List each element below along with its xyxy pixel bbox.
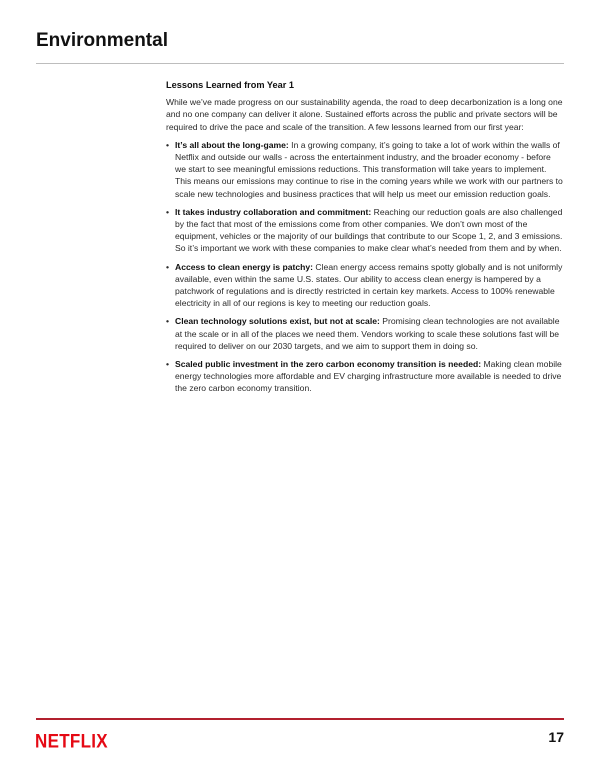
item-lead: Access to clean energy is patchy: (175, 261, 314, 272)
list-item (166, 358, 564, 395)
section-intro: While we’ve made progress on our sustainability agenda, the road to deep decarbonization is a long one and no one company can deliver it alone. Sustained efforts across the public and private sectors will be required to drive the pace and scale of the transition. A few lessons learned from our first year: (166, 97, 563, 132)
bullet-icon: • (166, 139, 170, 150)
list-item (166, 139, 564, 200)
page-number: 17 (548, 729, 564, 745)
lessons-section (166, 79, 564, 401)
netflix-logo: NETFLIX (35, 730, 108, 752)
list-item (166, 315, 564, 352)
page-title: Environmental (36, 30, 168, 51)
item-text: In a growing company, it’s going to take a lot of work within the walls of Netflix and outside our walls - across the entertainment industry, and the broader economy - before we start to see meaningful emissions reductions. This transformation will take years to implement. This means our emissions may continue to rise in the coming years while we work with our partners to scale new technologies and business practices that will help us meet our emission reduction goals. (175, 139, 563, 199)
bullet-icon: • (166, 316, 170, 327)
bullet-icon: • (166, 261, 170, 272)
header-divider (36, 63, 564, 64)
item-text: Making clean mobile energy technologies more affordable and EV charging infrastructure more available is needed to drive the zero carbon economy transition. (175, 359, 562, 394)
bullet-icon: • (166, 206, 170, 217)
item-lead: Scaled public investment in the zero carbon economy transition is needed: (175, 359, 482, 370)
footer-divider (36, 718, 564, 720)
lessons-list (166, 139, 564, 395)
item-lead: It’s all about the long-game: (175, 139, 289, 150)
section-heading: Lessons Learned from Year 1 (166, 80, 295, 90)
item-text: Promising clean technologies are not available at the scale or in all of the places we need them. Vendors working to scale these solutions fast will be required to deliver on our 2030 targets, and we aim to support them in doing so. (175, 316, 560, 351)
item-lead: It takes industry collaboration and commitment: (175, 206, 372, 217)
list-item (166, 261, 564, 310)
item-text: Clean energy access remains spotty globally and is not uniformly available, even within the same U.S. states. Our ability to access clean energy is hampered by a patchwork of regulations and is directly restricted in certain key markets. Access to 100% renewable electricity in all of our regions is key to meeting our reduction goals. (175, 261, 563, 309)
bullet-icon: • (166, 359, 170, 370)
list-item (166, 206, 564, 255)
item-text: Reaching our reduction goals are also challenged by the fact that most of the emissions come from other companies. We don’t own most of the equipment, vehicles or the majority of our buildings that contribute to our Scope 1, 2, and 3 emissions. So it’s important we work with these companies to make clear what’s needed from them and by when. (175, 206, 563, 254)
item-lead: Clean technology solutions exist, but not at scale: (175, 316, 380, 327)
